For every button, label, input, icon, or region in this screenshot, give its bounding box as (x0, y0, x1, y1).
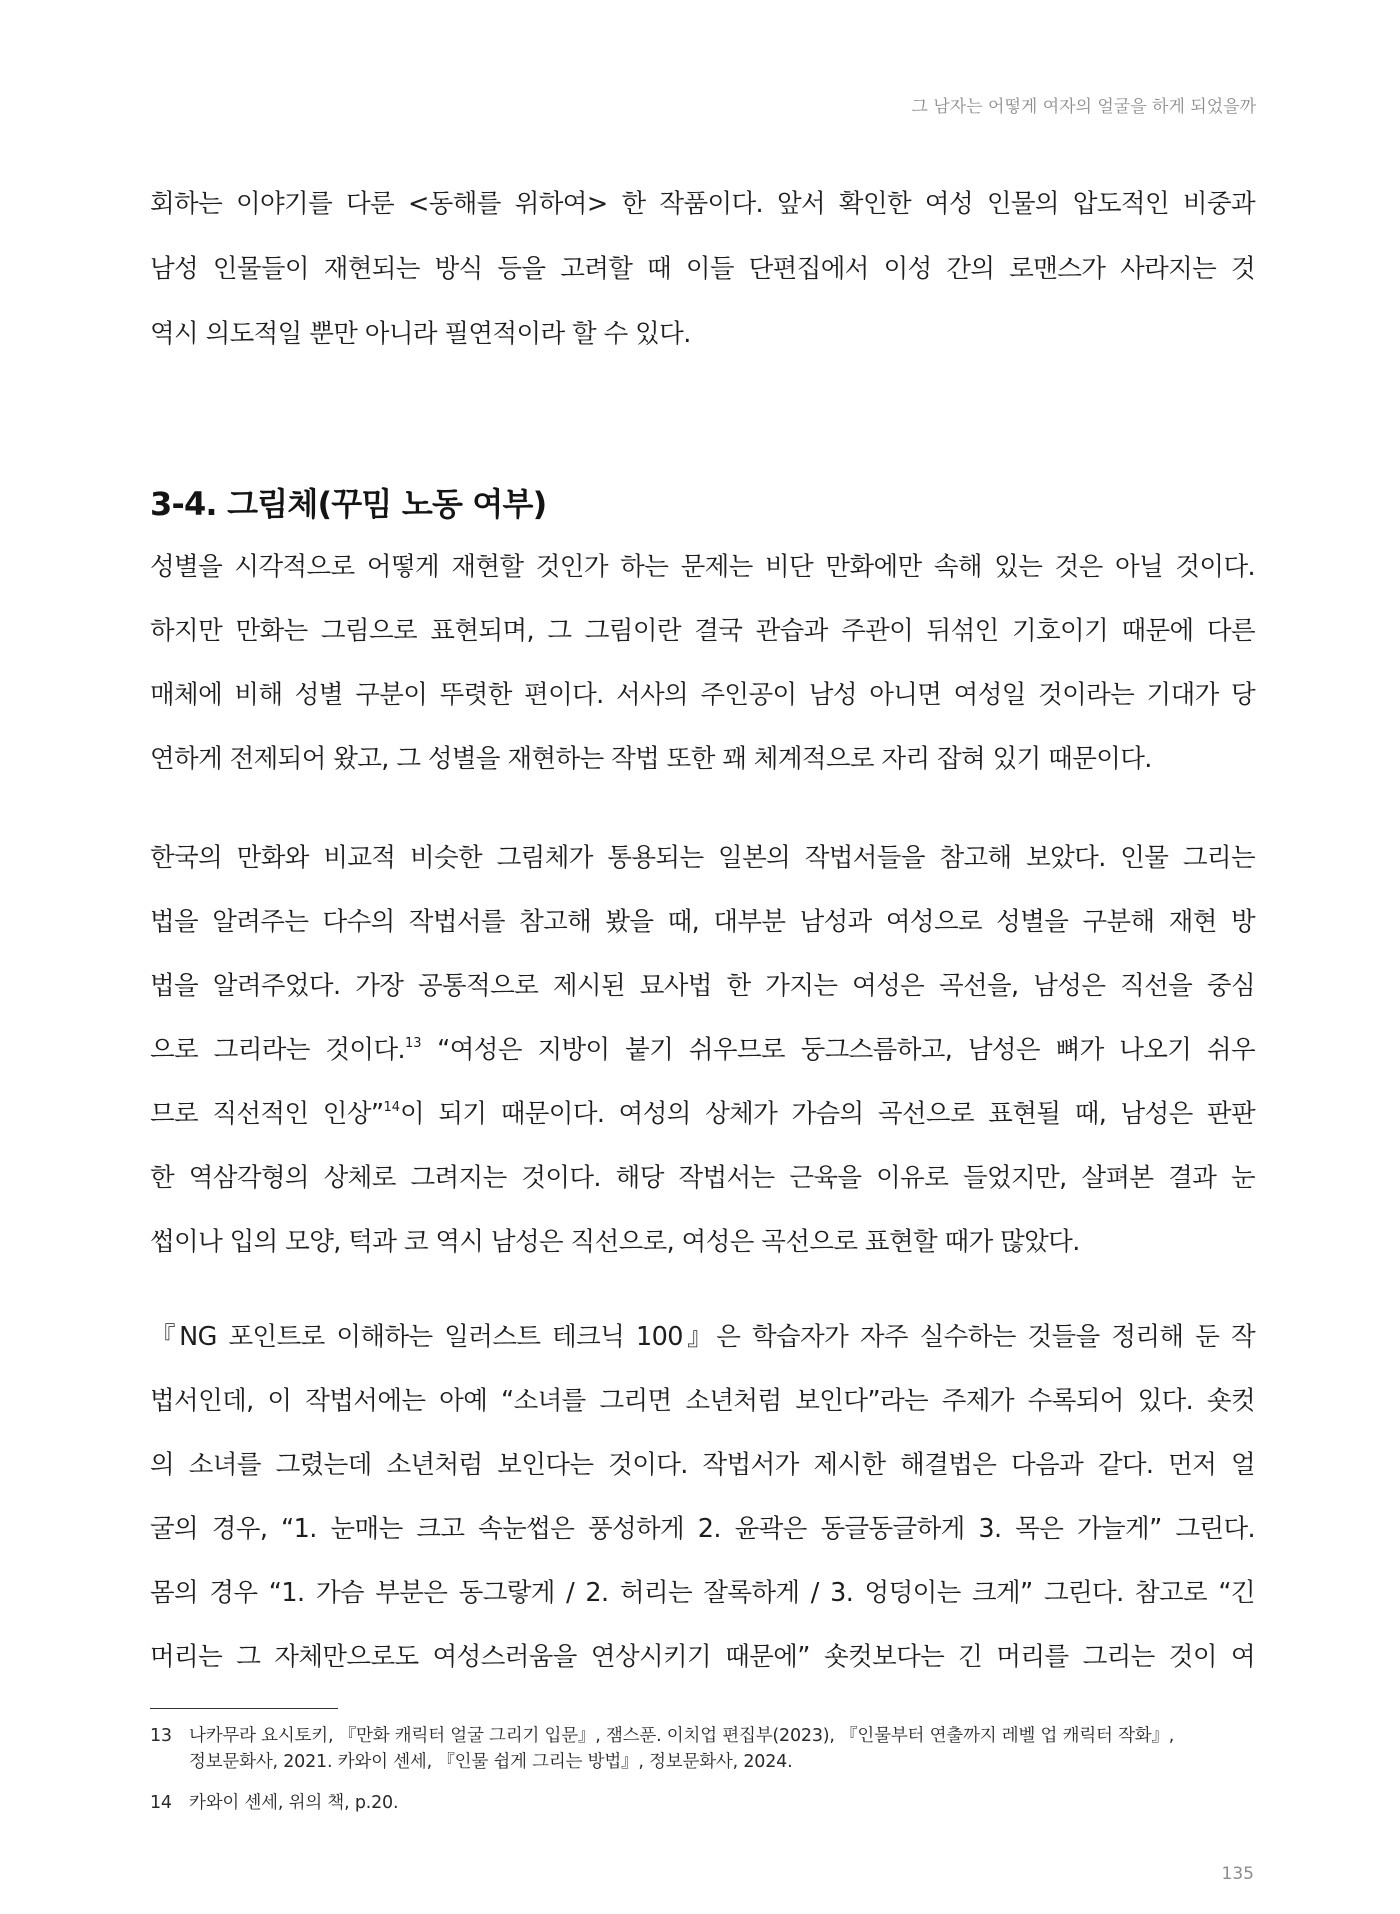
body-text-line: 연하게 전제되어 왔고, 그 성별을 재현하는 작법 또한 꽤 체계적으로 자리 잡혀 있기 때문이다. (150, 744, 1152, 774)
footnote-text: 나카무라 요시토키, 『만화 캐릭터 얼굴 그리기 입문』, 잼스푼. 이치업 편집부(2023), 『인물부터 연출까지 레벨 업 캐릭터 작화』, (189, 1726, 1175, 1746)
footnote-divider (150, 1708, 338, 1709)
page-number: 135 (1221, 1864, 1254, 1884)
body-text-line: 머리는 그 자체만으로도 여성스러움을 연상시키기 때문에” 숏컷보다는 긴 머리를 그리는 것이 여 (150, 1642, 1255, 1672)
body-text-segment: 으로 그리라는 것이다. (150, 1035, 406, 1065)
body-text-line: 법을 알려주는 다수의 작법서를 참고해 봤을 때, 대부분 남성과 여성으로 성별을 구분해 재현 방 (150, 907, 1255, 937)
body-text-segment: 므로 직선적인 인상” (150, 1099, 384, 1129)
body-text-line: 매체에 비해 성별 구분이 뚜렷한 편이다. 서사의 주인공이 남성 아니면 여성일 것이라는 기대가 당 (150, 680, 1255, 710)
body-text-line: 성별을 시각적으로 어떻게 재현할 것인가 하는 문제는 비단 만화에만 속해 있는 것은 아닐 것이다. (150, 552, 1255, 582)
footnote-reference-14[interactable]: 14 (383, 1100, 401, 1115)
footnote-reference-13[interactable]: 13 (405, 1036, 422, 1051)
body-text-line: 몸의 경우 “1. 가슴 부분은 동그랗게 / 2. 허리는 잘록하게 / 3. 엉덩이는 크게” 그린다. 참고로 “긴 (150, 1578, 1255, 1608)
body-text-line: 썹이나 입의 모양, 턱과 코 역시 남성은 직선으로, 여성은 곡선으로 표현할 때가 많았다. (150, 1227, 1080, 1257)
body-text-line (150, 1035, 1255, 1070)
body-text-segment: 이 되기 때문이다. 여성의 상체가 가슴의 곡선으로 표현될 때, 남성은 판판 (400, 1099, 1256, 1129)
body-text-line: 법서인데, 이 작법서에는 아예 “소녀를 그리면 소년처럼 보인다”라는 주제가 수록되어 있다. 숏컷 (150, 1386, 1255, 1416)
body-text-line: 회하는 이야기를 다룬 <동해를 위하여> 한 작품이다. 앞서 확인한 여성 인물의 압도적인 비중과 (150, 189, 1255, 219)
footnote-number: 14 (150, 1793, 172, 1813)
body-text-line: 한 역삼각형의 상체로 그려지는 것이다. 해당 작법서는 근육을 이유로 들었지만, 살펴본 결과 눈 (150, 1163, 1255, 1193)
body-text-line: 『NG 포인트로 이해하는 일러스트 테크닉 100』은 학습자가 자주 실수하는 것들을 정리해 둔 작 (150, 1322, 1256, 1352)
body-text-line: 역시 의도적일 뿐만 아니라 필연적이라 할 수 있다. (150, 319, 691, 349)
body-text-line: 법을 알려주었다. 가장 공통적으로 제시된 묘사법 한 가지는 여성은 곡선을, 남성은 직선을 중심 (150, 971, 1255, 1001)
footnote-number: 13 (150, 1726, 172, 1746)
body-text-line: 굴의 경우, “1. 눈매는 크고 속눈썹은 풍성하게 2. 윤곽은 동글동글하게 3. 목은 가늘게” 그린다. (150, 1514, 1255, 1544)
body-text-line: 의 소녀를 그렸는데 소년처럼 보인다는 것이다. 작법서가 제시한 해결법은 다음과 같다. 먼저 얼 (150, 1450, 1255, 1480)
body-text-line: 남성 인물들이 재현되는 방식 등을 고려할 때 이들 단편집에서 이성 간의 로맨스가 사라지는 것 (150, 254, 1255, 284)
footnote-text: 카와이 센세, 위의 책, p.20. (189, 1793, 399, 1813)
section-heading: 3-4. 그림체(꾸밈 노동 여부) (150, 485, 547, 523)
footnote-text: 정보문화사, 2021. 카와이 센세, 『인물 쉽게 그리는 방법』, 정보문화사, 2024. (189, 1752, 793, 1772)
running-header: 그 남자는 어떻게 여자의 얼굴을 하게 되었을까 (911, 97, 1256, 117)
body-text-segment: “여성은 지방이 붙기 쉬우므로 둥그스름하고, 남성은 뼈가 나오기 쉬우 (421, 1035, 1255, 1065)
body-text-line: 하지만 만화는 그림으로 표현되며, 그 그림이란 결국 관습과 주관이 뒤섞인 기호이기 때문에 다른 (150, 616, 1255, 646)
body-text-line (150, 1099, 1255, 1134)
body-text-line: 한국의 만화와 비교적 비슷한 그림체가 통용되는 일본의 작법서들을 참고해 보았다. 인물 그리는 (150, 843, 1255, 873)
